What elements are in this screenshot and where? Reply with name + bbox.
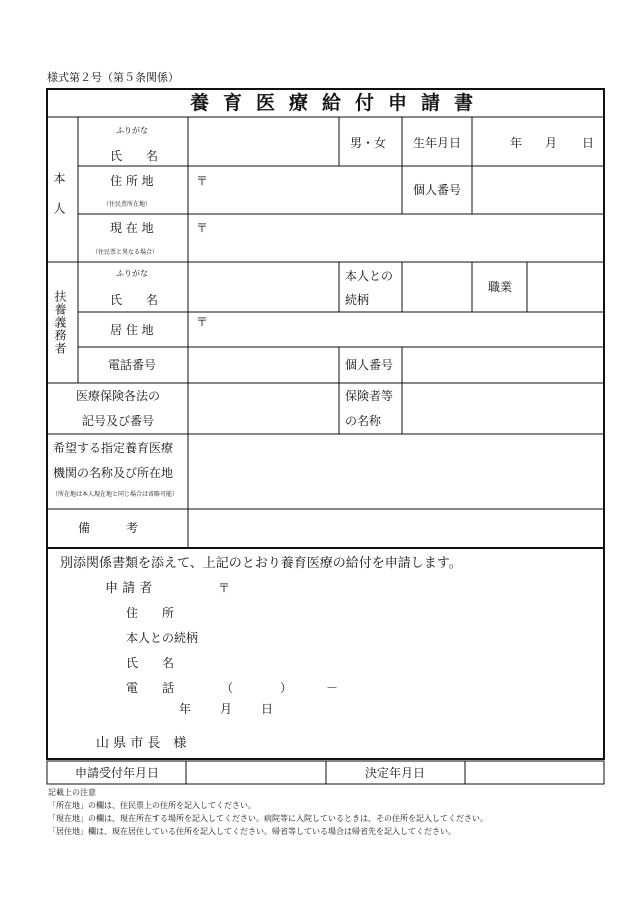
fuyou-residence-label: 居 住 地 (110, 323, 154, 337)
honnin-birth-label: 生年月日 (413, 136, 462, 150)
note-item: 「現在地」の欄は、現在所在する場所を記入してください。病院等に入院しているときは、その住所を記入してください。 (48, 814, 488, 823)
fuyou-mynumber-label: 個人番号 (345, 358, 394, 372)
notes-heading: 記載上の注意 (48, 788, 96, 797)
form-title: 養育医療給付申請書 (190, 92, 488, 114)
declaration-statement: 別添関係書類を添えて、上記のとおり養育医療の給付を申請します。 (60, 556, 462, 571)
applicant-label: 申 請 者 (105, 581, 153, 596)
honnin-birth-day: 日 (582, 136, 595, 150)
hope-label-2: 機関の名称及び所在地 (53, 466, 174, 480)
date-month: 月 (220, 702, 233, 716)
hope-note: （所在地は本人現在地と同じ場合は省略可能） (52, 491, 179, 498)
honnin-sex-label: 男・女 (350, 136, 387, 150)
honnin-birth-month: 月 (545, 136, 558, 150)
honnin-name-label: 氏 名 (110, 149, 159, 163)
form-number: 様式第２号（第５条関係） (47, 71, 179, 84)
fuyou-phone-label: 電話番号 (108, 358, 157, 372)
applicant-name-label: 氏 名 (126, 656, 175, 670)
fuyou-postal-mark: 〒 (196, 315, 209, 329)
applicant-relation-label: 本人との続柄 (126, 631, 199, 645)
insurance-label-2: 記号及び番号 (82, 414, 155, 428)
honnin-current-label: 現 在 地 (110, 221, 154, 235)
date-day: 日 (261, 702, 274, 716)
honnin-address-label: 住 所 地 (110, 174, 154, 188)
applicant-postal-mark: 〒 (218, 581, 231, 595)
honnin-current-note: （住民票と異なる場合） (92, 249, 159, 256)
phone-paren-open: （ (221, 681, 234, 695)
remarks-label: 備 考 (78, 521, 139, 535)
hope-label-1: 希望する指定養育医療 (53, 441, 174, 455)
insurance-label-1: 医療保険各法の (76, 389, 161, 403)
note-item: 「居住地」欄は、現在居住している住所を記入してください。帰省等している場合は帰省先を記入してください。 (48, 827, 456, 836)
addressee: 山 県 市 長 様 (96, 736, 187, 751)
honnin-address-note: （住民票所在地） (103, 201, 152, 208)
fuyou-furigana-label: ふりがな (116, 269, 148, 278)
honnin-furigana-label: ふりがな (116, 126, 148, 135)
date-year: 年 (179, 702, 192, 716)
applicant-phone-label: 電 話 (126, 681, 175, 695)
note-item: 「所在地」の欄は、住民票上の住所を記入してください。 (48, 801, 256, 810)
phone-dash: － (326, 681, 339, 695)
section-label-fuyou: 扶養義務者 (53, 290, 67, 355)
honnin-birth-year: 年 (510, 136, 523, 150)
honnin-mynumber-label: 個人番号 (413, 183, 462, 197)
phone-paren-close: ） (280, 681, 293, 695)
decision-date-label: 決定年月日 (365, 766, 426, 780)
received-date-label: 申請受付年月日 (75, 766, 160, 780)
insurer-label-2: の名称 (345, 414, 382, 428)
fuyou-relation-label-2: 続柄 (345, 293, 370, 307)
honnin-postal-mark: 〒 (196, 174, 209, 188)
section-label-honnin: 本 人 (52, 172, 66, 217)
fuyou-job-label: 職業 (488, 280, 513, 294)
fuyou-name-label: 氏 名 (110, 293, 159, 307)
fuyou-relation-label-1: 本人との (345, 269, 394, 283)
insurer-label-1: 保険者等 (345, 389, 394, 403)
honnin-current-postal-mark: 〒 (196, 221, 209, 235)
applicant-address-label: 住 所 (126, 606, 175, 620)
